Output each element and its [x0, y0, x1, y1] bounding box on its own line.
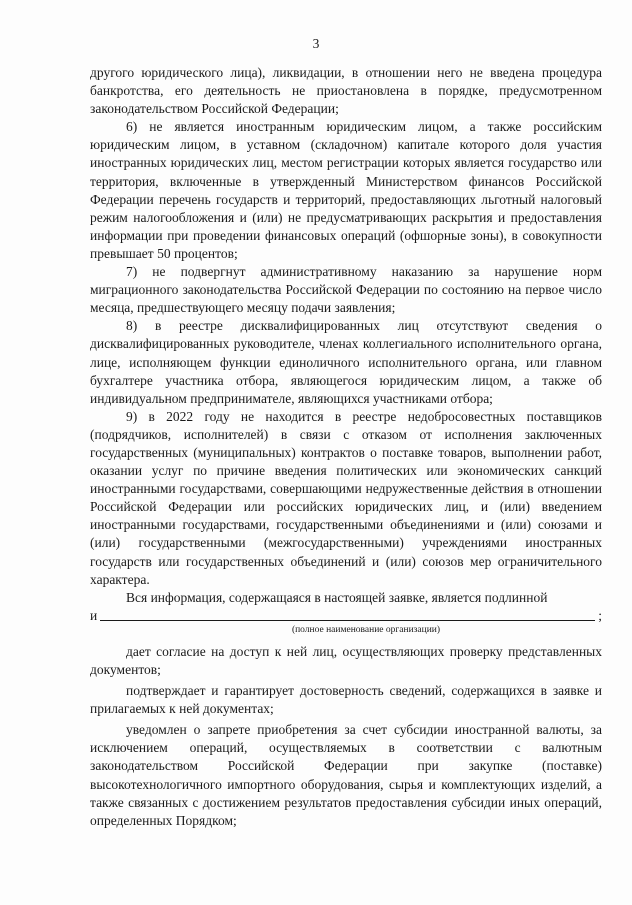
blank-suffix: ;: [598, 607, 602, 623]
paragraph-item-6: 6) не является иностранным юридическим лицом, а также российским юридическим лицом, в уставном (складочном) капитале которого доля участия иностранных юридических лиц, местом регистрации которых является государство или территория, включенные в утвержденный Министерством финансов Российской Федерации перечень государств и территорий, предоставляющих льготный налоговый режим налогообложения и (или) не предусматривающих раскрытия и предоставления информации при проведении финансовых операций (офшорные зоны), в совокупности превышает 50 процентов;: [90, 119, 602, 261]
paragraph-confirm: подтверждает и гарантирует достоверность сведений, содержащихся в заявке и прилагаемых к ней документах;: [90, 683, 602, 717]
organization-name-caption: (полное наименование организации): [291, 624, 441, 635]
blank-prefix: и: [90, 607, 98, 623]
paragraph-intro-continuation: другого юридического лица), ликвидации, в отношении него не введена процедура банкротства, его деятельность не приостановлена в порядке, предусмотренном законодательством Российской Федерации;: [90, 65, 602, 117]
document-body: [90, 64, 602, 830]
paragraph-currency-notice: уведомлен о запрете приобретения за счет субсидии иностранной валюты, за исключением операций, осуществляемых в соответствии с валютным законодательством Российской Федерации при закупке (поставке) высокотехнологичного импортного оборудования, сырья и комплектующих изделий, а также связанных с достижением результатов предоставления субсидии иных операций, определенных Порядком;: [90, 722, 602, 828]
paragraph-item-9: 9) в 2022 году не находится в реестре недобросовестных поставщиков (подрядчиков, исполнителей) в связи с отказом от исполнения заключенных государственных (муниципальных) контрактов о поставке товаров, выполнении работ, оказании услуг по причине введения политических или экономических санкций иностранными государствами, совершающими недружественные действия в отношении Российской Федерации или российских юридических лиц, и (или) введением иностранными государствами, государственными объединениями и (или) союзами и (или) государственными (межгосударственными) учреждениями иностранных государств или государственных объединений и (или) союзов мер ограничительного характера.: [90, 408, 602, 587]
fill-in-line: [100, 620, 595, 621]
paragraph-information-authentic: Вся информация, содержащаяся в настоящей заявке, является подлинной: [126, 589, 548, 605]
organization-name-blank: [90, 607, 602, 625]
paragraph-consent: дает согласие на доступ к ней лиц, осуществляющих проверку представленных документов;: [90, 643, 602, 677]
paragraph-item-8: 8) в реестре дисквалифицированных лиц отсутствуют сведения о дисквалифицированных руководителе, членах коллегиального исполнительного органа, лице, исполняющем функции единоличного исполнительного органа, или главном бухгалтере участника отбора, являющегося юридическим лицом, а также об индивидуальном предпринимателе, являющихся участниками отбора;: [90, 318, 602, 406]
page-number: 3: [312, 36, 320, 51]
paragraph-item-7: 7) не подвергнут административному наказанию за нарушение норм миграционного законодательства Российской Федерации по состоянию на первое число месяца, предшествующего месяцу подачи заявления;: [90, 264, 602, 316]
